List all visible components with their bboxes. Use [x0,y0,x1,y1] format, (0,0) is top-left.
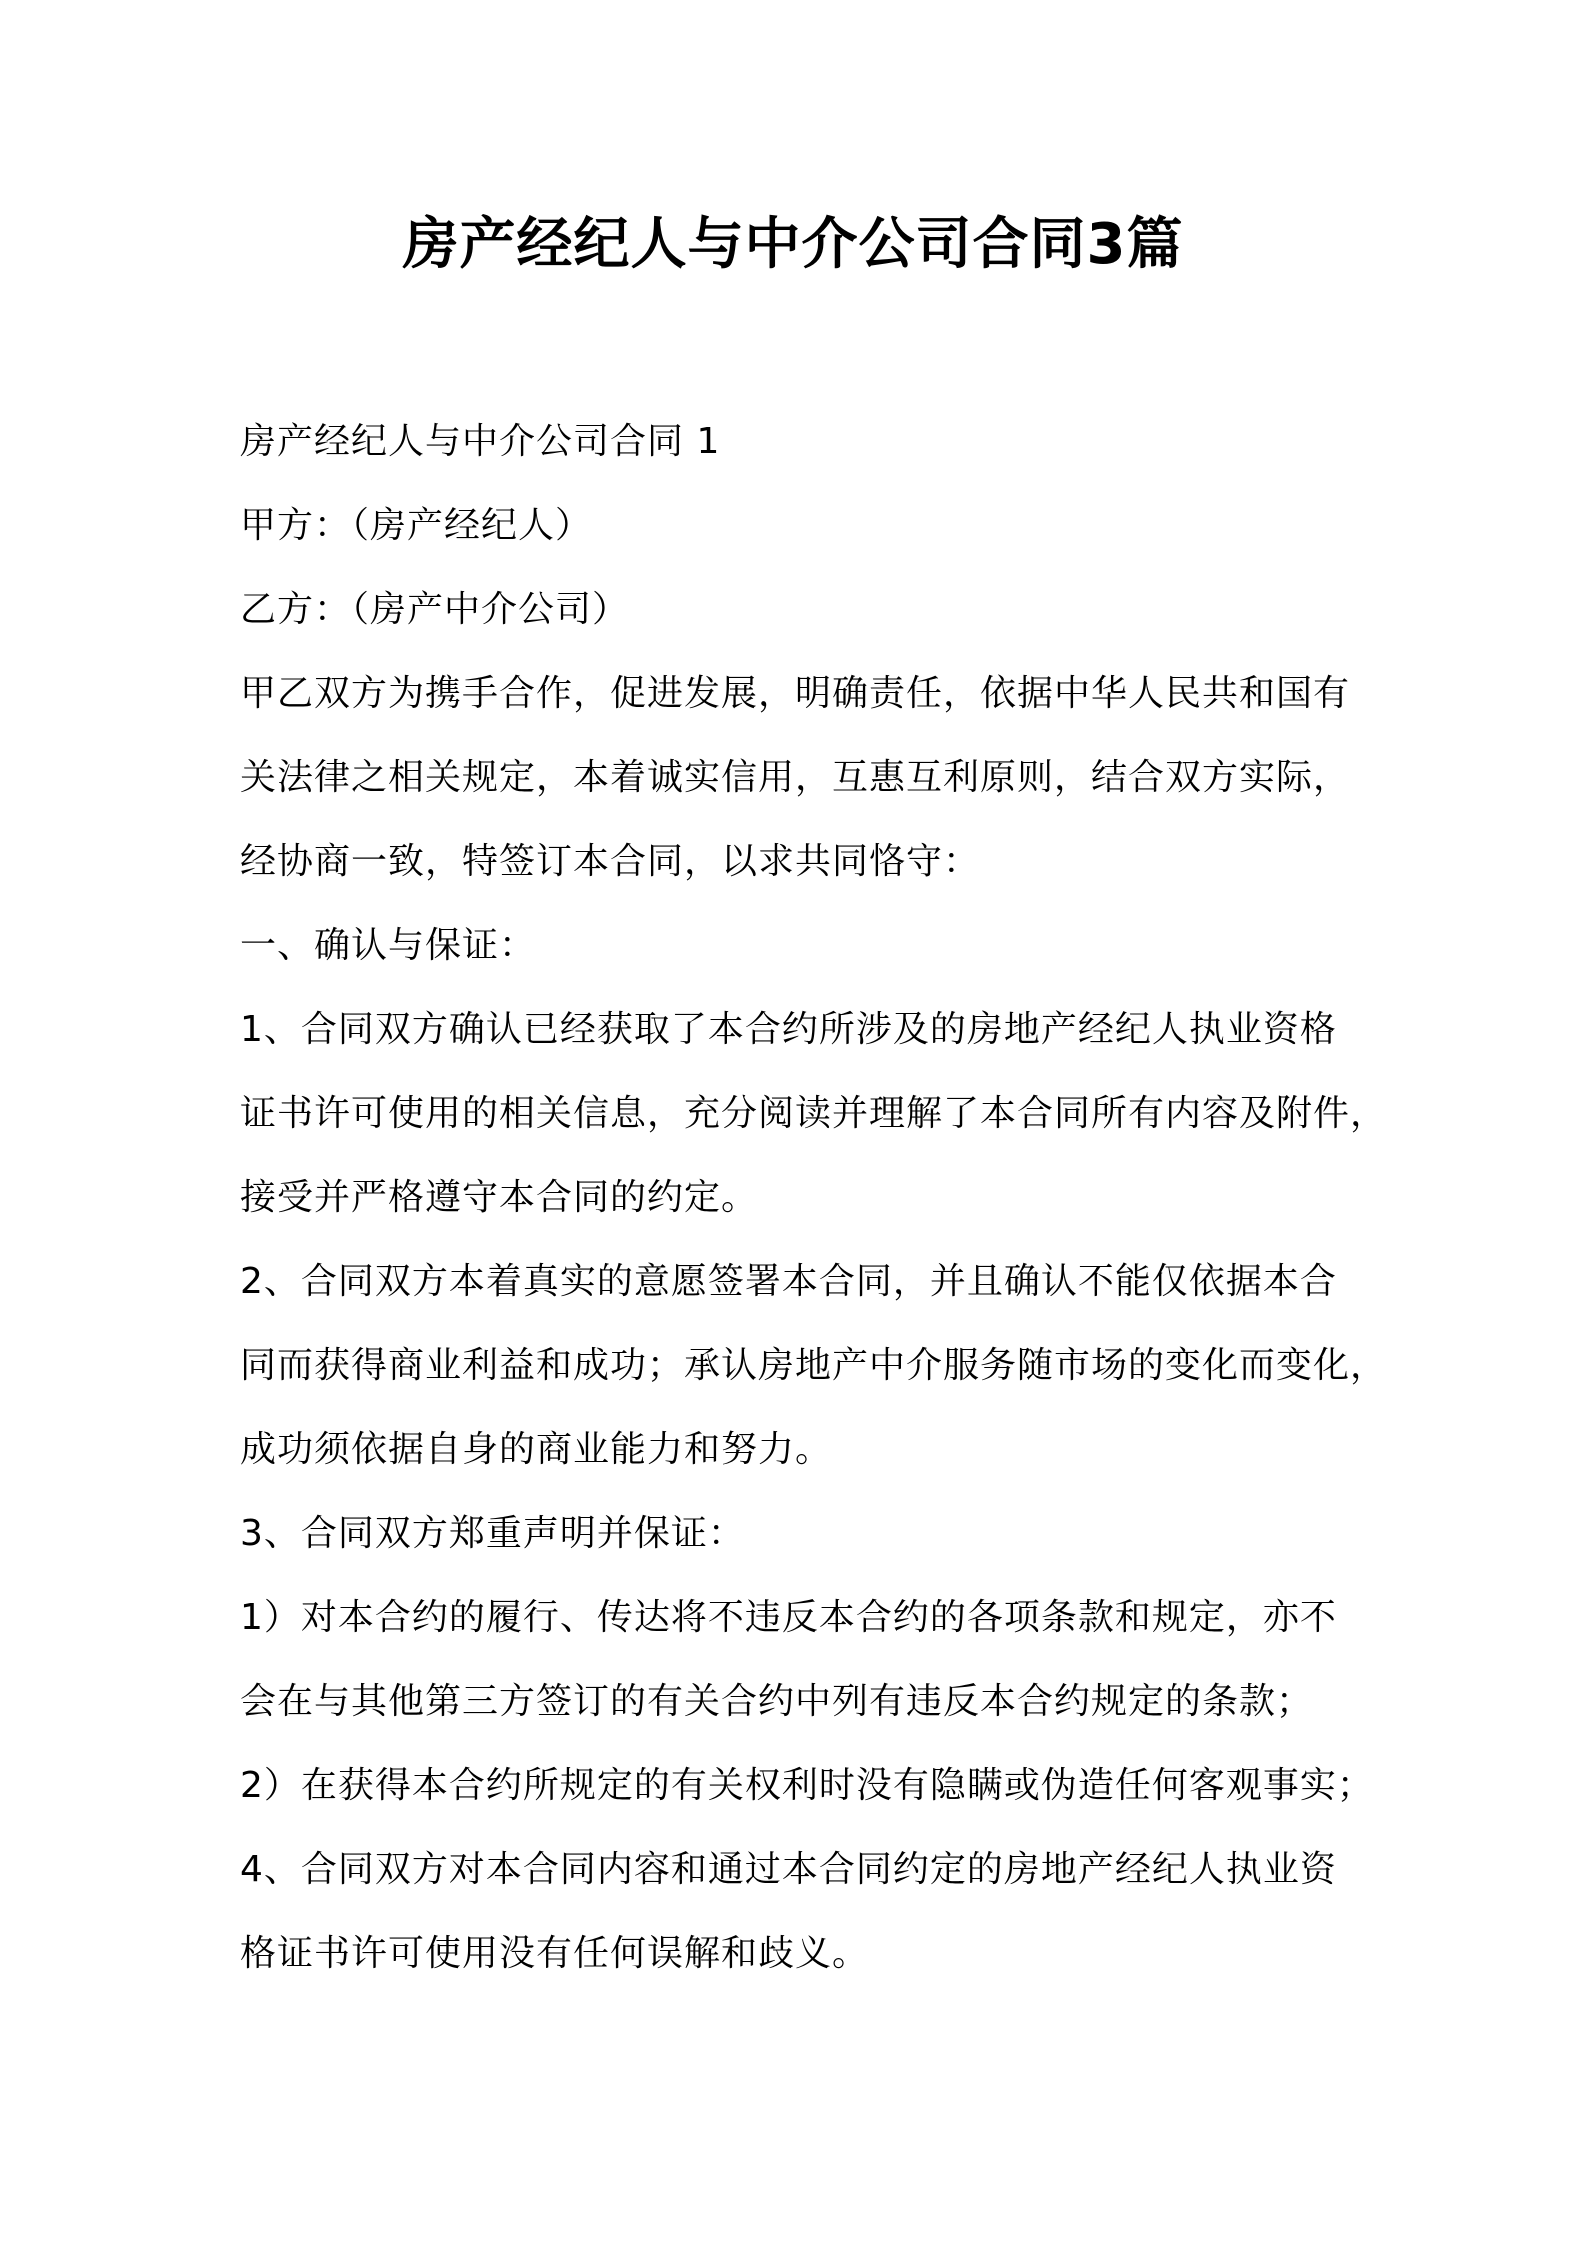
text-line: 接受并严格遵守本合同的约定。 [240,1177,759,1218]
document-title: 房产经纪人与中介公司合同3篇 [402,212,1184,277]
text-line: 2）在获得本合约所规定的有关权利时没有隐瞒或伪造任何客观事实； [240,1765,1374,1806]
text-line: 成功须依据自身的商业能力和努力。 [240,1429,833,1470]
text-line: 关法律之相关规定，本着诚实信用，互惠互利原则，结合双方实际， [240,757,1351,798]
text-line: 会在与其他第三方签订的有关合约中列有违反本合约规定的条款； [240,1681,1314,1722]
text-line: 房产经纪人与中介公司合同 1 [240,421,721,462]
text-line: 甲方：（房产经纪人） [240,505,593,546]
text-line: 一、确认与保证： [240,925,537,966]
text-line: 经协商一致，特签订本合同，以求共同恪守： [240,841,981,882]
text-line: 甲乙双方为携手合作，促进发展，明确责任，依据中华人民共和国有 [240,673,1351,714]
text-line: 1）对本合约的履行、传达将不违反本合约的各项条款和规定，亦不 [240,1597,1337,1638]
document-body [240,400,1388,1996]
text-line: 4、合同双方对本合同内容和通过本合同约定的房地产经纪人执业资 [240,1849,1337,1890]
text-line: 证书许可使用的相关信息，充分阅读并理解了本合同所有内容及附件， [240,1093,1388,1134]
text-line: 同而获得商业利益和成功；承认房地产中介服务随市场的变化而变化， [240,1345,1388,1386]
text-line: 3、合同双方郑重声明并保证： [240,1513,745,1554]
text-line: 1、合同双方确认已经获取了本合约所涉及的房地产经纪人执业资格 [240,1009,1337,1050]
text-line: 乙方：（房产中介公司） [240,589,630,630]
text-line: 格证书许可使用没有任何误解和歧义。 [240,1933,870,1974]
text-line: 2、合同双方本着真实的意愿签署本合同，并且确认不能仅依据本合 [240,1261,1337,1302]
